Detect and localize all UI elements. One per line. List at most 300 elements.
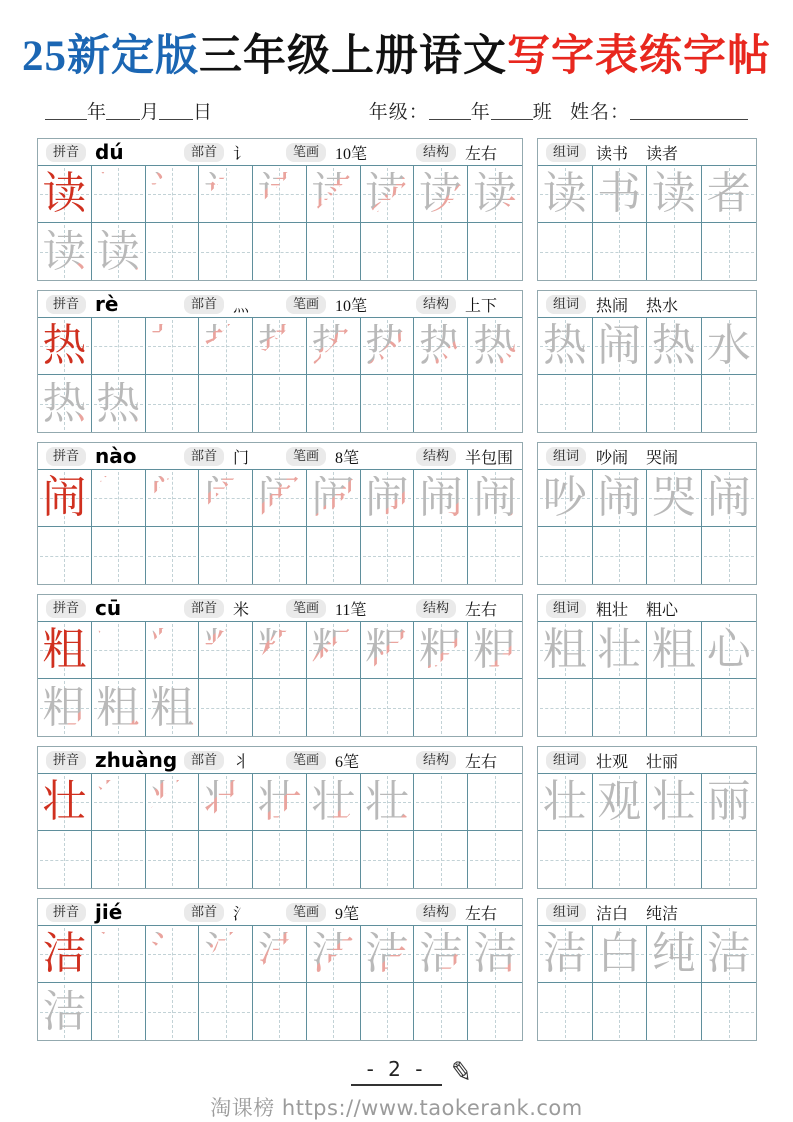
structure-value: 半包围 <box>465 449 514 467</box>
word-label: 纯洁 <box>646 905 679 923</box>
word-practice-block <box>537 442 757 585</box>
structure-value: 左右 <box>465 905 498 923</box>
word-practice-cell <box>647 983 702 1040</box>
practice-cell <box>199 318 253 375</box>
practice-cell <box>307 926 361 983</box>
word-label: 粗壮 <box>596 601 629 619</box>
header-group <box>416 749 514 772</box>
header-group <box>184 141 286 164</box>
word-practice-cell <box>593 774 648 831</box>
practice-row <box>37 138 793 281</box>
char-block-header <box>38 291 522 318</box>
word-practice-cell <box>702 926 757 983</box>
practice-cell <box>146 527 200 584</box>
word-trace-character: 粗 <box>651 625 696 674</box>
header-group <box>286 445 416 468</box>
practice-row <box>37 746 793 889</box>
word-label: 读者 <box>646 145 679 163</box>
word-practice-cell <box>702 318 757 375</box>
word-practice-block <box>537 138 757 281</box>
header-group <box>286 901 416 924</box>
word-trace-grid <box>538 622 756 736</box>
stroke-step-character: 粗 <box>203 625 248 674</box>
practice-cell <box>253 318 307 375</box>
practice-cell <box>361 622 415 679</box>
stroke-step-character: 热 <box>96 378 141 428</box>
title-edition: 25新定版 <box>22 33 199 80</box>
word-practice-cell <box>593 983 648 1040</box>
practice-cell <box>414 926 468 983</box>
stroke-step-character: 粗 <box>42 682 87 732</box>
practice-cell <box>38 679 92 736</box>
practice-cell <box>414 983 468 1040</box>
pinyin-value: jié <box>95 900 123 924</box>
word-practice-cell <box>702 679 757 736</box>
word-practice-cell <box>702 983 757 1040</box>
word-trace-character: 粗 <box>542 625 587 674</box>
char-block-header <box>38 595 522 622</box>
stroke-step-character: 闹 <box>96 473 141 522</box>
stroke-step-character: 闹 <box>418 473 463 522</box>
word-practice-cell <box>593 470 648 527</box>
practice-cell <box>307 527 361 584</box>
words-badge: 组词 <box>546 751 586 770</box>
stroke-step-character: 壮 <box>365 777 410 826</box>
practice-cell <box>361 318 415 375</box>
class-blank <box>491 103 533 120</box>
header-group <box>286 293 416 316</box>
stroke-practice-grid <box>38 774 522 888</box>
practice-cell <box>92 831 146 888</box>
date-blank-month <box>106 103 140 120</box>
word-trace-character: 观 <box>597 777 642 826</box>
date-line <box>45 97 212 124</box>
grade-label: 年级： <box>368 102 429 123</box>
practice-cell <box>146 774 200 831</box>
stroke-practice-grid <box>38 166 522 280</box>
word-trace-character: 吵 <box>542 473 587 522</box>
pinyin-value: zhuàng <box>95 748 178 772</box>
stroke-step-character: 洁 <box>203 929 248 978</box>
stroke-step-character: 粗 <box>365 625 410 674</box>
radical-value: 灬 <box>233 297 250 315</box>
char-block-header <box>38 139 522 166</box>
practice-cell <box>253 375 307 432</box>
practice-cell <box>146 470 200 527</box>
practice-cell <box>468 983 522 1040</box>
word-block-header <box>538 899 756 926</box>
word-trace-character: 读 <box>542 169 587 218</box>
char-block-header <box>38 443 522 470</box>
strokes-value: 9笔 <box>335 905 360 923</box>
month-label: 月 <box>140 102 160 123</box>
practice-cell <box>146 831 200 888</box>
word-trace-character: 热 <box>542 321 587 370</box>
practice-cell <box>414 527 468 584</box>
radical-badge: 部首 <box>184 599 224 618</box>
practice-cell <box>199 774 253 831</box>
word-practice-cell <box>538 527 593 584</box>
practice-cell <box>307 470 361 527</box>
word-practice-block <box>537 290 757 433</box>
practice-cell <box>361 679 415 736</box>
word-practice-cell <box>538 679 593 736</box>
strokes-value: 10笔 <box>335 145 368 163</box>
practice-cell <box>253 622 307 679</box>
practice-cell <box>38 622 92 679</box>
pinyin-badge: 拼音 <box>46 447 86 466</box>
stroke-step-character: 热 <box>96 321 141 370</box>
main-character: 粗 <box>42 625 87 674</box>
pinyin-badge: 拼音 <box>46 143 86 162</box>
word-practice-cell <box>538 318 593 375</box>
practice-cell <box>414 470 468 527</box>
stroke-step-character: 粗 <box>473 625 518 674</box>
word-practice-cell <box>647 223 702 280</box>
practice-cell <box>414 166 468 223</box>
stroke-step-character: 热 <box>418 321 463 370</box>
practice-cell <box>199 983 253 1040</box>
char-practice-block <box>37 138 523 281</box>
word-practice-block <box>537 594 757 737</box>
word-practice-cell <box>702 375 757 432</box>
practice-cell <box>468 831 522 888</box>
practice-cell <box>307 983 361 1040</box>
header-group <box>416 901 514 924</box>
radical-badge: 部首 <box>184 447 224 466</box>
practice-cell <box>468 470 522 527</box>
word-trace-grid <box>538 318 756 432</box>
stroke-step-character: 读 <box>418 169 463 218</box>
practice-cell <box>199 166 253 223</box>
stroke-step-character: 热 <box>365 321 410 370</box>
word-trace-character: 热 <box>651 321 696 370</box>
stroke-step-character: 洁 <box>96 929 141 978</box>
radical-value: 米 <box>233 601 250 619</box>
stroke-step-character: 读 <box>149 169 194 218</box>
practice-cell <box>253 983 307 1040</box>
word-block-header <box>538 595 756 622</box>
word-trace-character: 洁 <box>542 929 587 978</box>
word-practice-cell <box>593 622 648 679</box>
practice-cell <box>307 223 361 280</box>
strokes-badge: 笔画 <box>286 599 326 618</box>
radical-value: 讠 <box>233 145 250 163</box>
practice-cell <box>92 622 146 679</box>
word-block-header <box>538 443 756 470</box>
word-practice-cell <box>538 926 593 983</box>
stroke-step-character: 热 <box>149 321 194 370</box>
word-practice-cell <box>593 926 648 983</box>
stroke-step-character: 壮 <box>96 777 141 826</box>
pinyin-value: cū <box>95 596 122 620</box>
stroke-practice-grid <box>38 926 522 1040</box>
radical-badge: 部首 <box>184 903 224 922</box>
practice-cell <box>253 223 307 280</box>
practice-cell <box>307 622 361 679</box>
char-practice-block <box>37 594 523 737</box>
word-trace-character: 水 <box>706 321 751 370</box>
word-label: 洁白 <box>596 905 629 923</box>
header-group <box>184 597 286 620</box>
stroke-step-character: 洁 <box>42 986 87 1036</box>
word-practice-cell <box>538 223 593 280</box>
day-label: 日 <box>193 102 213 123</box>
char-practice-block <box>37 746 523 889</box>
word-label: 壮观 <box>596 753 629 771</box>
date-blank-year <box>45 103 87 120</box>
practice-cell <box>146 679 200 736</box>
word-practice-cell <box>538 166 593 223</box>
name-label: 姓名： <box>569 102 630 123</box>
stroke-step-character: 读 <box>473 169 518 218</box>
practice-row <box>37 898 793 1041</box>
stroke-step-character: 读 <box>96 169 141 218</box>
word-practice-cell <box>647 926 702 983</box>
header-group <box>46 446 184 466</box>
char-practice-block <box>37 290 523 433</box>
practice-cell <box>468 679 522 736</box>
char-block-header <box>38 747 522 774</box>
strokes-badge: 笔画 <box>286 143 326 162</box>
word-trace-character: 洁 <box>706 929 751 978</box>
practice-cell <box>92 527 146 584</box>
word-trace-character: 白 <box>597 929 642 978</box>
strokes-badge: 笔画 <box>286 447 326 466</box>
word-practice-cell <box>647 774 702 831</box>
stroke-step-character: 粗 <box>96 682 141 732</box>
practice-cell <box>414 375 468 432</box>
structure-badge: 结构 <box>416 903 456 922</box>
header-group <box>184 749 286 772</box>
header-group <box>46 902 184 922</box>
practice-cell <box>361 375 415 432</box>
word-practice-cell <box>647 318 702 375</box>
header-group <box>184 901 286 924</box>
strokes-badge: 笔画 <box>286 903 326 922</box>
word-trace-character: 壮 <box>542 777 587 826</box>
word-practice-cell <box>647 470 702 527</box>
practice-cell <box>414 831 468 888</box>
radical-value: 丬 <box>233 753 250 771</box>
stroke-step-character: 读 <box>365 169 410 218</box>
stroke-step-character: 闹 <box>149 473 194 522</box>
practice-cell <box>361 166 415 223</box>
practice-cell <box>146 622 200 679</box>
stroke-step-character: 读 <box>203 169 248 218</box>
practice-row <box>37 442 793 585</box>
header-group <box>184 293 286 316</box>
pinyin-value: rè <box>95 292 119 316</box>
practice-cell <box>307 831 361 888</box>
strokes-value: 10笔 <box>335 297 368 315</box>
stroke-step-character: 粗 <box>257 625 302 674</box>
year-label: 年 <box>87 102 107 123</box>
word-label: 热闹 <box>596 297 629 315</box>
practice-cell <box>361 983 415 1040</box>
page-title <box>0 22 793 83</box>
word-trace-character: 者 <box>706 169 751 218</box>
practice-cell <box>253 926 307 983</box>
word-trace-character: 读 <box>651 169 696 218</box>
practice-cell <box>307 375 361 432</box>
word-trace-character: 闹 <box>597 321 642 370</box>
word-label: 粗心 <box>646 601 679 619</box>
site-credit: 淘课榜 https://www.taokerank.com <box>210 1096 583 1120</box>
practice-cell <box>253 774 307 831</box>
main-character: 读 <box>42 169 87 218</box>
title-name: 写字表练字帖 <box>507 33 771 80</box>
stroke-step-character: 读 <box>42 226 87 276</box>
practice-cell <box>307 679 361 736</box>
word-practice-cell <box>538 622 593 679</box>
word-trace-character: 闹 <box>597 473 642 522</box>
strokes-badge: 笔画 <box>286 751 326 770</box>
stroke-step-character: 洁 <box>418 929 463 978</box>
stroke-step-character: 读 <box>311 169 356 218</box>
header-group <box>46 598 184 618</box>
practice-cell <box>146 926 200 983</box>
words-badge: 组词 <box>546 447 586 466</box>
practice-cell <box>38 318 92 375</box>
word-practice-cell <box>593 679 648 736</box>
practice-cell <box>199 375 253 432</box>
word-practice-block <box>537 898 757 1041</box>
word-practice-cell <box>702 470 757 527</box>
practice-cell <box>199 831 253 888</box>
practice-cell <box>468 774 522 831</box>
word-practice-cell <box>593 527 648 584</box>
header-group <box>416 141 514 164</box>
practice-sheet <box>0 138 793 1041</box>
word-trace-character: 丽 <box>706 777 751 826</box>
header-group <box>184 445 286 468</box>
structure-value: 左右 <box>465 601 498 619</box>
class-suffix: 班 <box>532 102 553 123</box>
stroke-step-character: 读 <box>257 169 302 218</box>
practice-row <box>37 290 793 433</box>
practice-cell <box>38 527 92 584</box>
practice-cell <box>199 622 253 679</box>
word-practice-cell <box>647 622 702 679</box>
word-practice-cell <box>538 375 593 432</box>
word-practice-cell <box>593 375 648 432</box>
practice-cell <box>468 375 522 432</box>
practice-cell <box>307 774 361 831</box>
radical-badge: 部首 <box>184 751 224 770</box>
stroke-step-character: 壮 <box>257 777 302 826</box>
stroke-practice-grid <box>38 318 522 432</box>
practice-cell <box>468 527 522 584</box>
word-label: 吵闹 <box>596 449 629 467</box>
words-badge: 组词 <box>546 903 586 922</box>
practice-cell <box>199 679 253 736</box>
main-character: 壮 <box>42 777 87 826</box>
radical-value: 门 <box>233 449 250 467</box>
radical-value: 氵 <box>233 905 250 923</box>
practice-cell <box>361 926 415 983</box>
header-group <box>416 445 514 468</box>
practice-cell <box>146 983 200 1040</box>
name-blank <box>630 103 748 120</box>
practice-cell <box>253 470 307 527</box>
stroke-step-character: 壮 <box>149 777 194 826</box>
word-trace-grid <box>538 926 756 1040</box>
practice-cell <box>361 774 415 831</box>
practice-cell <box>38 983 92 1040</box>
main-character: 洁 <box>42 929 87 978</box>
practice-cell <box>92 318 146 375</box>
word-label: 壮丽 <box>646 753 679 771</box>
words-badge: 组词 <box>546 599 586 618</box>
practice-cell <box>253 679 307 736</box>
word-practice-cell <box>702 774 757 831</box>
header-group <box>46 750 184 770</box>
practice-cell <box>92 223 146 280</box>
practice-cell <box>38 375 92 432</box>
word-practice-block <box>537 746 757 889</box>
word-trace-grid <box>538 774 756 888</box>
word-practice-cell <box>647 679 702 736</box>
stroke-step-character: 洁 <box>365 929 410 978</box>
practice-cell <box>92 926 146 983</box>
practice-cell <box>92 166 146 223</box>
date-blank-day <box>159 103 193 120</box>
practice-cell <box>307 318 361 375</box>
stroke-step-character: 粗 <box>311 625 356 674</box>
header-group <box>286 749 416 772</box>
word-trace-character: 哭 <box>651 473 696 522</box>
practice-cell <box>38 774 92 831</box>
practice-cell <box>361 223 415 280</box>
stroke-step-character: 热 <box>257 321 302 370</box>
practice-cell <box>307 166 361 223</box>
practice-cell <box>468 318 522 375</box>
stroke-step-character: 粗 <box>149 682 194 732</box>
word-practice-cell <box>647 166 702 223</box>
practice-cell <box>414 223 468 280</box>
pinyin-value: dú <box>95 140 124 164</box>
word-trace-grid <box>538 470 756 584</box>
practice-cell <box>414 318 468 375</box>
structure-value: 上下 <box>465 297 498 315</box>
practice-cell <box>92 375 146 432</box>
word-practice-cell <box>647 375 702 432</box>
pinyin-badge: 拼音 <box>46 599 86 618</box>
word-practice-cell <box>593 166 648 223</box>
word-practice-cell <box>702 166 757 223</box>
practice-cell <box>253 166 307 223</box>
stroke-step-character: 洁 <box>311 929 356 978</box>
word-trace-character: 书 <box>597 169 642 218</box>
header-group <box>286 141 416 164</box>
practice-cell <box>92 983 146 1040</box>
header-group <box>416 597 514 620</box>
structure-badge: 结构 <box>416 447 456 466</box>
strokes-value: 8笔 <box>335 449 360 467</box>
practice-cell <box>253 527 307 584</box>
practice-cell <box>468 622 522 679</box>
stroke-step-character: 闹 <box>473 473 518 522</box>
practice-cell <box>38 470 92 527</box>
practice-cell <box>146 375 200 432</box>
practice-cell <box>361 470 415 527</box>
strokes-value: 6笔 <box>335 753 360 771</box>
practice-cell <box>38 166 92 223</box>
practice-cell <box>146 318 200 375</box>
word-practice-cell <box>647 527 702 584</box>
practice-cell <box>146 166 200 223</box>
